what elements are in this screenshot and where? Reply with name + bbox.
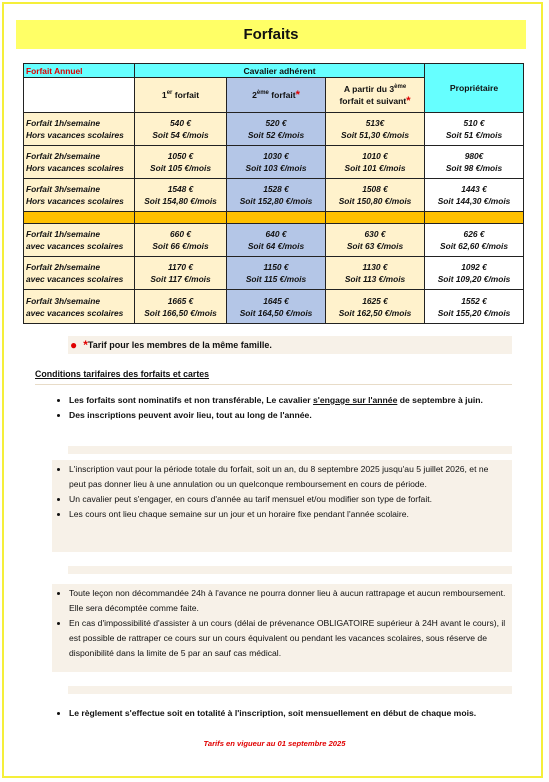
table-row [24, 290, 524, 324]
owner-header: Propriétaire [425, 64, 524, 113]
list-item: • Des inscriptions peuvent avoir lieu, tout au long de l'année. [69, 408, 506, 423]
family-note-text: Tarif pour les membres de la même famille. [87, 340, 272, 350]
price-cell: 1170 € Soit 117 €/mois [135, 257, 227, 290]
bullet-icon: ● [70, 338, 78, 352]
price-cell: 626 € Soit 62,60 €/mois [425, 224, 524, 257]
table-row [24, 257, 524, 290]
conditions-block-3 [52, 584, 512, 672]
conditions-title: Conditions tarifaires des forfaits et cartes [35, 369, 210, 379]
table-row [24, 179, 524, 212]
price-cell: 1150 € Soit 115 €/mois [227, 257, 326, 290]
price-cell: 540 € Soit 54 €/mois [135, 113, 227, 146]
row-label: Forfait 2h/semaine Hors vacances scolaires [24, 146, 135, 179]
price-cell: 510 € Soit 51 €/mois [425, 113, 524, 146]
list-item: • En cas d'impossibilité d'assister à un cours (délai de prévenance OBLIGATOIRE supérieur à 24H avant le cours), il est possible de rattraper ce cours sur un cours équivalent ou pendant les vacances scolaires, sous réserve de disponibilité dans la limite de 5 par an sauf cas médical. [69, 616, 506, 661]
list-item: • Les cours ont lieu chaque semaine sur un jour et un horaire fixe pendant l'année scolaire. [69, 507, 506, 522]
price-cell: 1625 € Soit 162,50 €/mois [326, 290, 425, 324]
table-row [24, 113, 524, 146]
price-cell: 1548 € Soit 154,80 €/mois [135, 179, 227, 212]
price-cell: 1528 € Soit 152,80 €/mois [227, 179, 326, 212]
row-label: Forfait 2h/semaine avec vacances scolaires [24, 257, 135, 290]
row-label: Forfait 1h/semaine avec vacances scolaires [24, 224, 135, 257]
price-cell: 1665 € Soit 166,50 €/mois [135, 290, 227, 324]
col-header-3: A partir du 3ème forfait et suivant* [326, 78, 425, 113]
divider [35, 384, 512, 385]
price-cell: 630 € Soit 63 €/mois [326, 224, 425, 257]
price-cell: 640 € Soit 64 €/mois [227, 224, 326, 257]
table-row [24, 224, 524, 257]
price-cell: 1030 € Soit 103 €/mois [227, 146, 326, 179]
divider [68, 446, 512, 454]
pricing-table [23, 63, 524, 324]
col-header-1: 1er forfait [135, 78, 227, 113]
footer-note: Tarifs en vigueur au 01 septembre 2025 [203, 739, 346, 748]
price-cell: 513€ Soit 51,30 €/mois [326, 113, 425, 146]
divider [68, 686, 512, 694]
price-cell: 1443 € Soit 144,30 €/mois [425, 179, 524, 212]
list-item: • Le règlement s'effectue soit en totalité à l'inscription, soit mensuellement en début de chaque mois. [69, 706, 506, 721]
price-cell: 1552 € Soit 155,20 €/mois [425, 290, 524, 324]
page-title: Forfaits [16, 20, 526, 49]
table-row [24, 146, 524, 179]
corner-cell: Forfait Annuel [24, 64, 135, 78]
separator-row [24, 211, 524, 223]
price-cell: 980€ Soit 98 €/mois [425, 146, 524, 179]
empty-header-cell [24, 78, 135, 113]
row-label: Forfait 3h/semaine Hors vacances scolaires [24, 179, 135, 212]
family-note [68, 336, 512, 354]
price-cell: 660 € Soit 66 €/mois [135, 224, 227, 257]
col-header-2: 2ème forfait* [227, 78, 326, 113]
price-cell: 1092 € Soit 109,20 €/mois [425, 257, 524, 290]
price-cell: 1010 € Soit 101 €/mois [326, 146, 425, 179]
price-cell: 1050 € Soit 105 €/mois [135, 146, 227, 179]
asterisk-mark: * [83, 338, 88, 352]
row-label: Forfait 3h/semaine avec vacances scolaires [24, 290, 135, 324]
price-cell: 1645 € Soit 164,50 €/mois [227, 290, 326, 324]
price-cell: 520 € Soit 52 €/mois [227, 113, 326, 146]
price-cell: 1130 € Soit 113 €/mois [326, 257, 425, 290]
list-item: • Un cavalier peut s'engager, en cours d'année au tarif mensuel et/ou modifier son type de forfait. [69, 492, 506, 507]
price-cell: 1508 € Soit 150,80 €/mois [326, 179, 425, 212]
divider [68, 566, 512, 574]
conditions-block-2 [52, 460, 512, 552]
group-header: Cavalier adhérent [135, 64, 425, 78]
list-item: • Les forfaits sont nominatifs et non transférable, Le cavalier s'engage sur l'année de septembre à juin. [69, 393, 506, 408]
row-label: Forfait 1h/semaine Hors vacances scolaires [24, 113, 135, 146]
list-item: • L'inscription vaut pour la période totale du forfait, soit un an, du 8 septembre 2025 jusqu'au 5 juillet 2026, et ne peut pas donner lieu à une annulation ou un quelconque remboursement en cours de période. [69, 462, 506, 492]
conditions-block-4 [52, 703, 512, 727]
list-item: • Toute leçon non décommandée 24h à l'avance ne pourra donner lieu à aucun rattrapage et aucun remboursement. Elle sera décomptée comme faite. [69, 586, 506, 616]
conditions-block-1 [52, 392, 512, 440]
